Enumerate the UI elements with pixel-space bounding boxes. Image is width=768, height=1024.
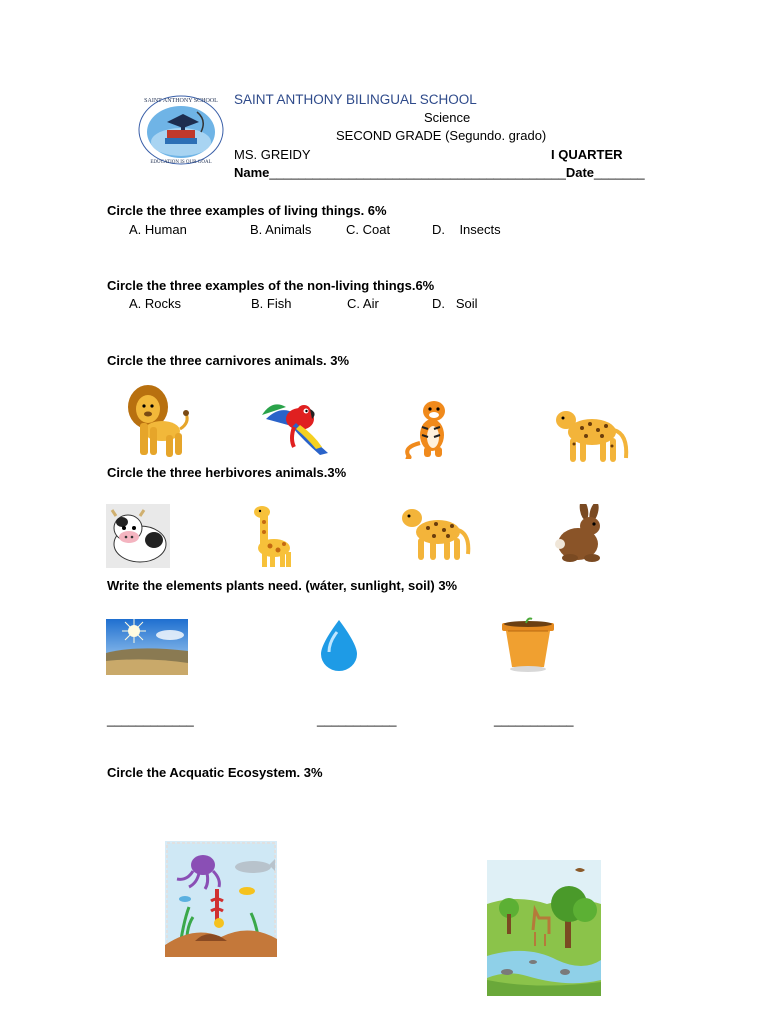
date-blank[interactable]: _______ xyxy=(594,165,645,180)
leopard-image-2[interactable] xyxy=(400,504,472,564)
q2-option-a[interactable]: A. Rocks xyxy=(129,296,182,311)
q3-title: Circle the three carnivores animals. 3% xyxy=(107,353,350,368)
answer-line-2[interactable]: ___________ xyxy=(317,712,397,727)
school-name: SAINT ANTHONY BILINGUAL SCHOOL xyxy=(234,92,477,107)
logo-text-top: SAINT ANTHONY SCHOOL xyxy=(144,98,218,104)
flower-pot-image[interactable] xyxy=(498,617,558,675)
quarter: I QUARTER xyxy=(551,147,623,162)
q2-option-d[interactable]: D. Soil xyxy=(432,296,478,311)
q2-title: Circle the three examples of the non-living things.6% xyxy=(107,278,435,293)
cow-image[interactable] xyxy=(106,504,170,568)
grade: SECOND GRADE (Segundo. grado) xyxy=(336,128,547,143)
q1-option-a[interactable]: A. Human xyxy=(129,222,187,237)
name-blank[interactable]: _________________________________________ xyxy=(269,165,566,180)
school-logo xyxy=(137,92,225,166)
lion-image[interactable] xyxy=(126,383,192,461)
forest-ecosystem-image[interactable] xyxy=(487,860,601,996)
name-date-line xyxy=(234,165,645,181)
q2-option-c[interactable]: C. Air xyxy=(347,296,379,311)
date-label: Date xyxy=(565,165,595,180)
subject: Science xyxy=(424,110,471,125)
name-label: Name xyxy=(234,165,270,180)
q4-title: Circle the three herbivores animals.3% xyxy=(107,465,347,480)
leopard-image[interactable] xyxy=(552,400,632,466)
tiger-image[interactable] xyxy=(400,397,454,459)
teacher: MS. GREIDY xyxy=(234,147,311,162)
parrot-image[interactable] xyxy=(260,395,336,457)
q6-title: Circle the Acquatic Ecosystem. 3% xyxy=(107,765,323,780)
giraffe-image[interactable] xyxy=(244,504,294,568)
water-drop-image[interactable] xyxy=(313,618,365,672)
answer-line-1[interactable]: ____________ xyxy=(107,712,194,727)
q1-title: Circle the three examples of living things. 6% xyxy=(107,203,387,218)
ocean-ecosystem-image[interactable] xyxy=(165,841,277,957)
q1-option-d[interactable]: D. Insects xyxy=(432,222,501,237)
rabbit-image[interactable] xyxy=(554,504,610,564)
q1-option-b[interactable]: B. Animals xyxy=(250,222,312,237)
answer-line-3[interactable]: ___________ xyxy=(494,712,574,727)
q2-option-b[interactable]: B. Fish xyxy=(251,296,292,311)
q5-title: Write the elements plants need. (wáter, sunlight, soil) 3% xyxy=(107,578,458,593)
q1-option-c[interactable]: C. Coat xyxy=(346,222,391,237)
logo-text-bottom: EDUCATION IS OUR GOAL xyxy=(150,160,212,165)
sunny-field-image[interactable] xyxy=(106,619,188,675)
